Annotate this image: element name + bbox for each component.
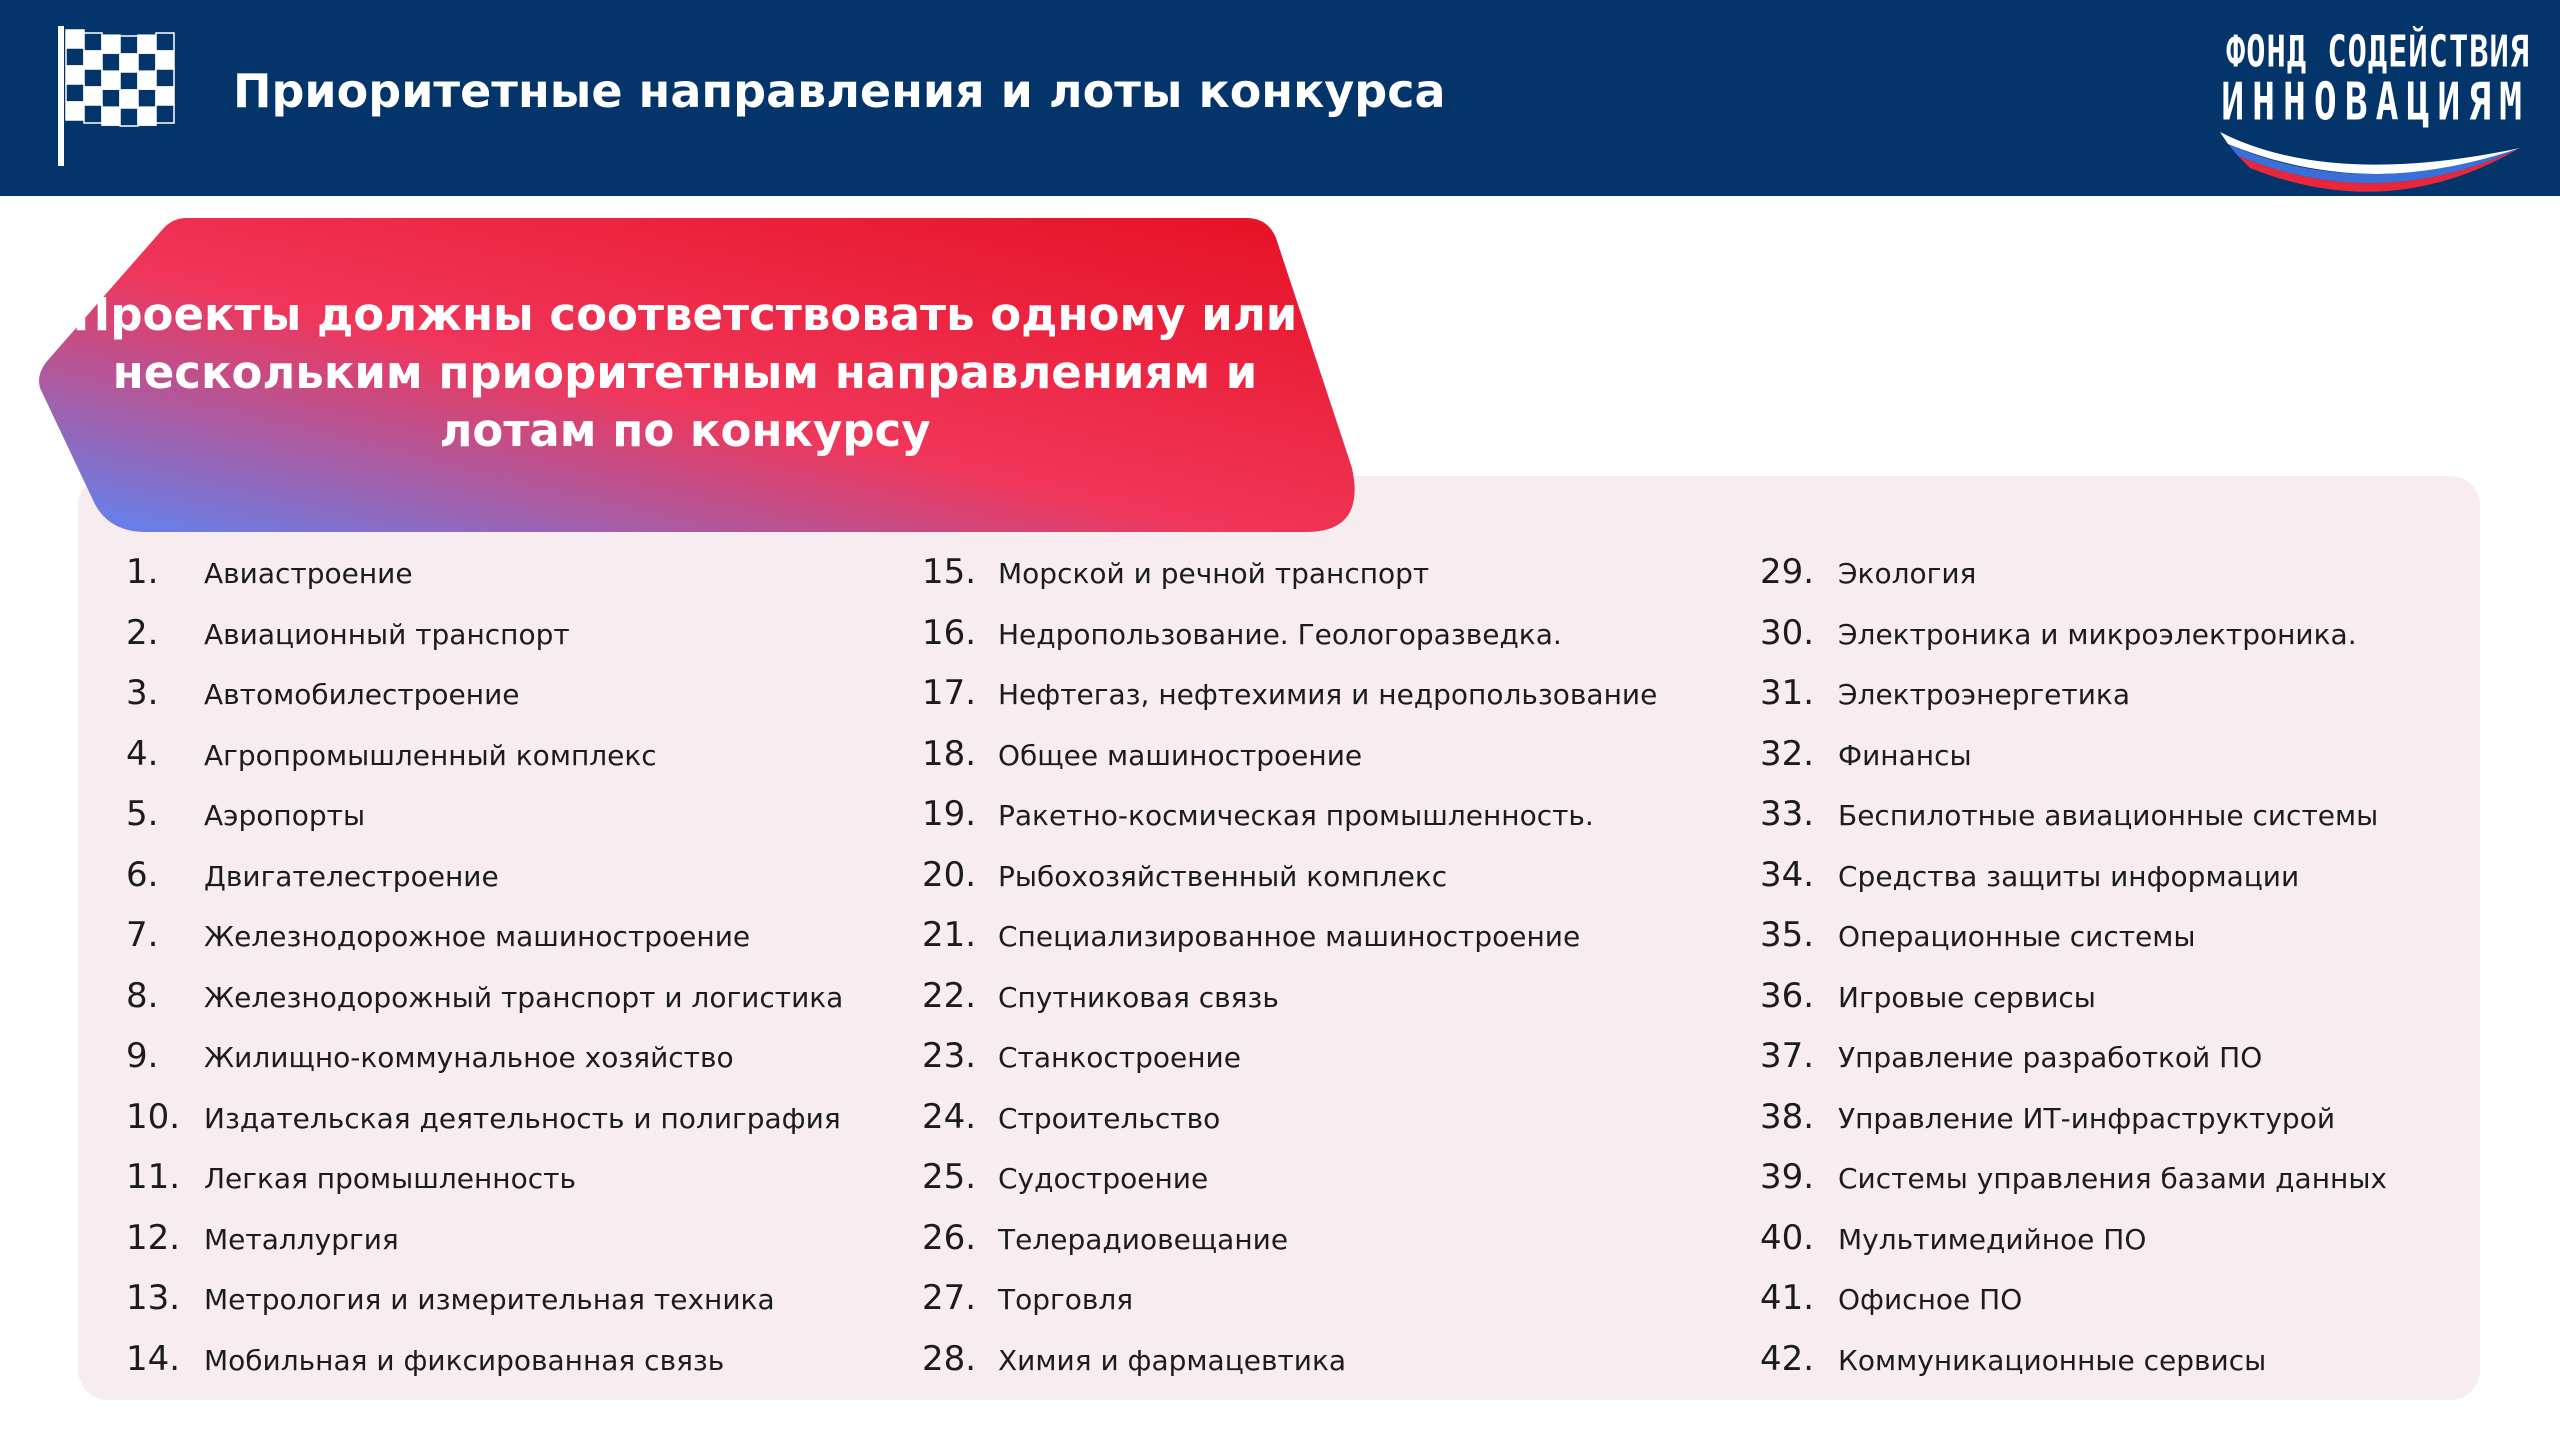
list-item-label: Управление разработкой ПО [1838,1041,2263,1074]
list-item-number: 34. [1760,854,1815,895]
list-item-number: 23. [922,1036,977,1076]
list-item-label: Электроэнергетика [1838,678,2130,711]
list-item-label: Телерадиовещание [998,1222,1289,1256]
list-item-label: Мобильная и фиксированная связь [204,1343,725,1377]
list-item-number: 29. [1760,552,1815,592]
brand-name-line1: ФОНД СОДЕЙСТВИЯ [2226,26,2530,78]
list-item-label: Станкостроение [998,1041,1241,1074]
list-item-number: 35. [1760,915,1815,955]
list-item-number: 3. [126,673,159,713]
list-item-label: Электроника и микроэлектроника. [1838,617,2357,651]
list-item-label: Автомобилестроение [204,678,520,711]
list-item-number: 39. [1760,1157,1815,1197]
list-item-number: 37. [1760,1036,1815,1076]
list-item-label: Офисное ПО [1838,1283,2023,1316]
list-item-number: 16. [922,612,977,653]
list-item-label: Мультимедийное ПО [1838,1222,2147,1256]
list-item-number: 18. [922,733,977,774]
list-item-number: 41. [1760,1278,1815,1318]
list-item-label: Двигателестроение [204,859,499,893]
list-item-number: 7. [126,915,159,955]
list-item-label: Строительство [998,1101,1221,1135]
list-item-number: 13. [126,1278,181,1318]
list-item-label: Агропромышленный комплекс [204,738,657,772]
tricolor-swoosh-icon [2210,118,2530,198]
list-item-number: 33. [1760,794,1815,834]
list-item-label: Рыбохозяйственный комплекс [998,859,1448,893]
list-item-number: 14. [126,1338,181,1379]
list-item-number: 40. [1760,1217,1815,1258]
list-item-label: Авиационный транспорт [204,617,570,651]
list-item-number: 32. [1760,733,1815,774]
list-item-label: Игровые сервисы [1838,980,2096,1014]
list-item-number: 30. [1760,612,1815,653]
list-item-label: Специализированное машиностроение [998,920,1581,953]
list-item-label: Ракетно-космическая промышленность. [998,799,1594,832]
list-item-label: Железнодорожный транспорт и логистика [204,980,844,1014]
brand-name-line2: ИННОВАЦИЯМ [2221,72,2530,132]
list-item-label: Металлургия [204,1222,399,1256]
list-item-number: 20. [922,854,977,895]
list-item-number: 8. [126,975,159,1016]
list-item-number: 27. [922,1278,977,1318]
list-item-number: 38. [1760,1096,1815,1137]
list-item-label: Авиастроение [204,557,413,590]
requirement-banner-text: Проекты должны соответствовать одному или нескольким приоритетным направлениям и лотам по конкурсу [72,288,1298,457]
list-item-label: Недропользование. Геологоразведка. [998,617,1562,651]
list-item-label: Операционные системы [1838,920,2196,953]
list-item-label: Издательская деятельность и полиграфия [204,1101,841,1135]
list-item-number: 19. [922,794,977,834]
list-item-label: Беспилотные авиационные системы [1838,799,2379,832]
list-item-number: 2. [126,612,159,653]
brand-logo [2210,22,2530,178]
list-item-label: Легкая промышленность [204,1162,576,1195]
list-item-number: 12. [126,1217,181,1258]
list-item-number: 36. [1760,975,1815,1016]
list-item-label: Общее машиностроение [998,738,1363,772]
list-item-number: 26. [922,1217,977,1258]
list-item-label: Спутниковая связь [998,980,1279,1014]
list-item-label: Средства защиты информации [1838,859,2300,893]
list-item-number: 42. [1760,1338,1815,1379]
list-item-label: Нефтегаз, нефтехимия и недропользование [998,678,1658,711]
list-item-number: 31. [1760,673,1815,713]
checkered-flag-icon [58,26,176,166]
list-item-number: 6. [126,854,159,895]
list-item-number: 10. [126,1096,181,1137]
list-item-number: 15. [922,552,977,592]
list-item-number: 25. [922,1157,977,1197]
header-bar [0,0,2560,196]
list-item-number: 4. [126,733,159,774]
list-item-label: Судостроение [998,1162,1209,1195]
list-item-number: 9. [126,1036,159,1076]
page-title: Приоритетные направления и лоты конкурса [233,64,1446,118]
list-item-label: Железнодорожное машиностроение [204,920,751,953]
list-item-label: Жилищно-коммунальное хозяйство [204,1041,734,1074]
list-item-number: 21. [922,915,977,955]
list-item-number: 28. [922,1338,977,1379]
list-item-number: 17. [922,673,977,713]
list-item-label: Коммуникационные сервисы [1838,1343,2267,1377]
list-item-number: 24. [922,1096,977,1137]
list-item-number: 22. [922,975,977,1016]
list-item-label: Финансы [1838,738,1972,772]
list-item-label: Экология [1838,557,1977,590]
list-item-label: Морской и речной транспорт [998,557,1430,590]
list-item-label: Системы управления базами данных [1838,1162,2387,1195]
list-item-label: Управление ИТ-инфраструктурой [1838,1101,2336,1135]
list-item-label: Химия и фармацевтика [998,1343,1347,1377]
list-item-label: Торговля [998,1283,1134,1316]
list-item-number: 5. [126,794,159,834]
list-item-label: Аэропорты [204,799,366,832]
list-item-number: 1. [126,552,159,592]
list-item-number: 11. [126,1157,181,1197]
list-item-label: Метрология и измерительная техника [204,1283,775,1316]
